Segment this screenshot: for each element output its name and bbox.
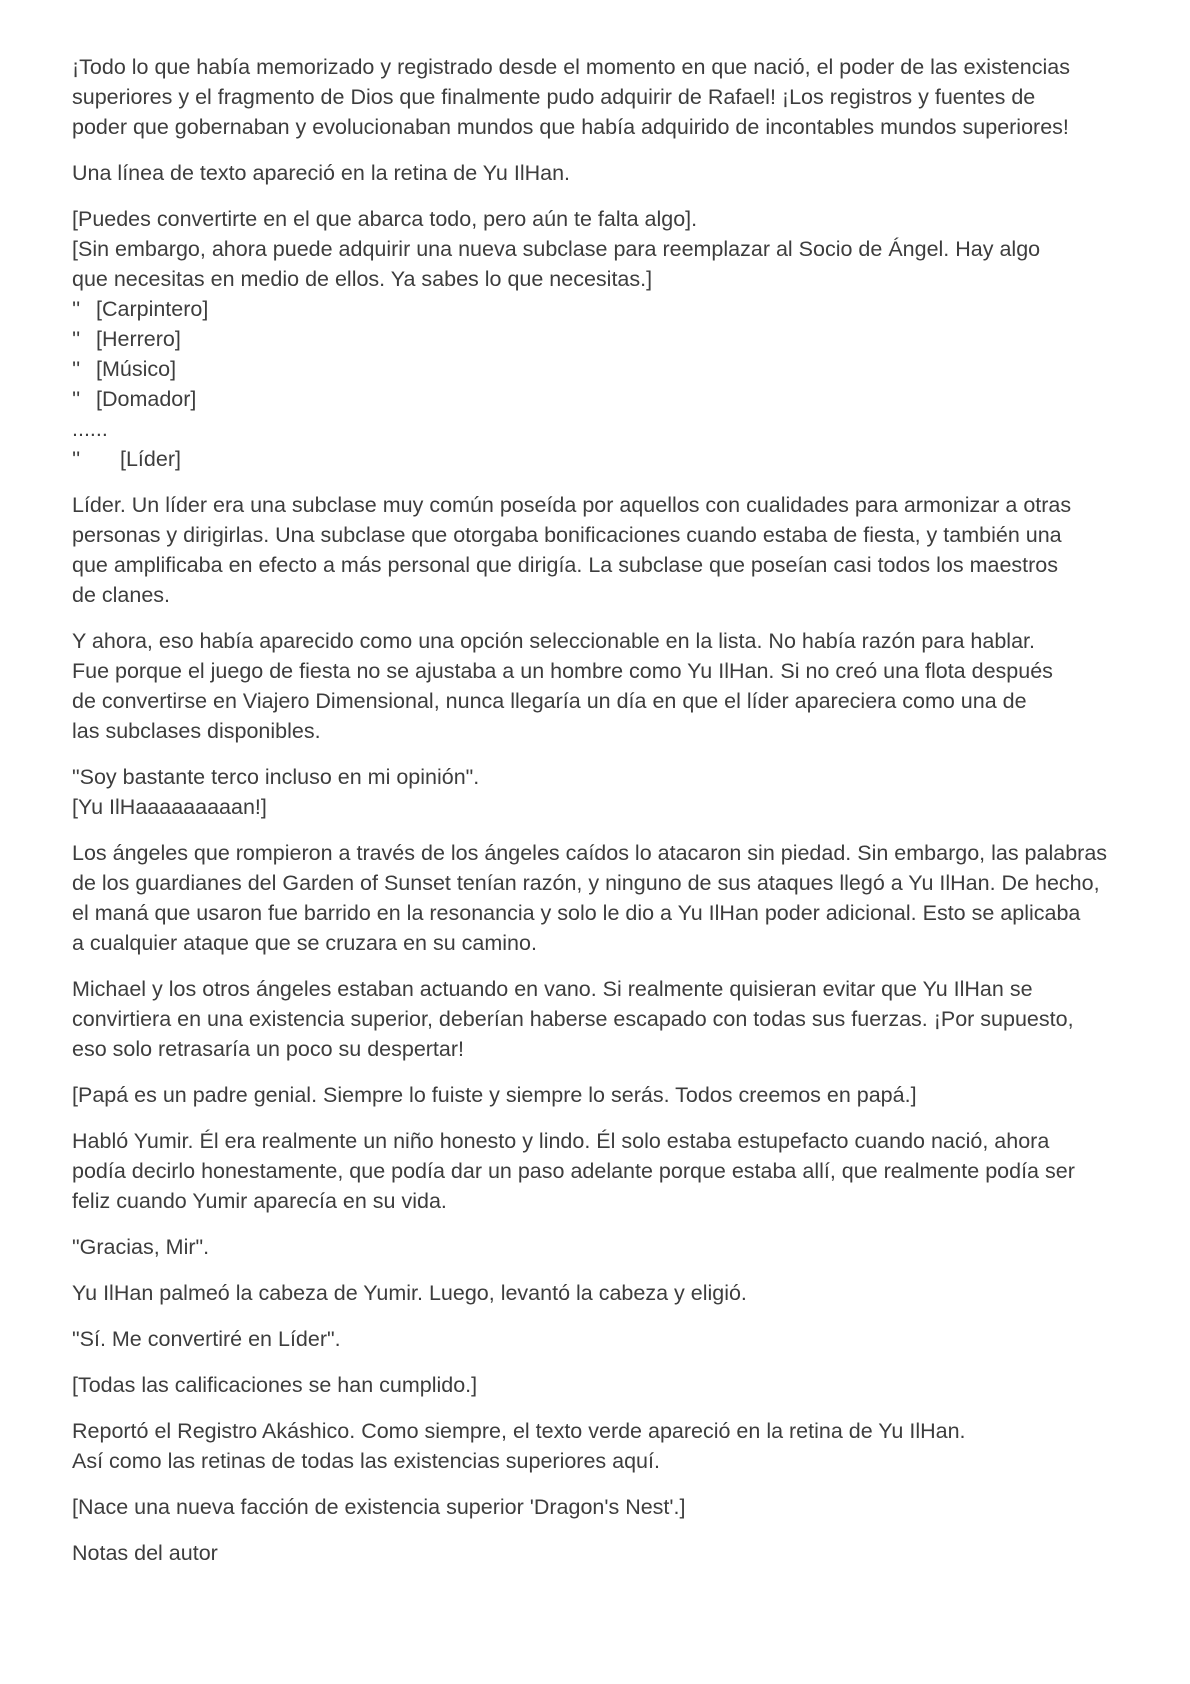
list-marker: ''	[72, 387, 81, 411]
paragraph-8	[72, 974, 1132, 1064]
paragraph-9	[72, 1080, 1132, 1110]
text-line: [Papá es un padre genial. Siempre lo fuiste y siempre lo serás. Todos creemos en papá.]	[72, 1083, 917, 1107]
text-line: a cualquier ataque que se cruzara en su camino.	[72, 931, 537, 955]
paragraph-7	[72, 838, 1132, 958]
text-line: [Nace una nueva facción de existencia superior 'Dragon's Nest'.]	[72, 1495, 686, 1519]
text-line: de los guardianes del Garden of Sunset tenían razón, y ninguno de sus ataques llegó a Yu IlHan. De hecho,	[72, 871, 1100, 895]
ellipsis-line: ......	[72, 417, 108, 441]
paragraph-6	[72, 762, 1132, 822]
text-line: Una línea de texto apareció en la retina de Yu IlHan.	[72, 161, 571, 185]
subclass-label: [Líder]	[120, 447, 181, 471]
paragraph-11	[72, 1232, 1132, 1262]
paragraph-14	[72, 1370, 1132, 1400]
subclass-option	[72, 384, 1132, 414]
paragraph-15	[72, 1416, 1132, 1476]
text-line: Reportó el Registro Akáshico. Como siempre, el texto verde apareció en la retina de Yu IlHan.	[72, 1419, 966, 1443]
text-line: [Puedes convertirte en el que abarca todo, pero aún te falta algo].	[72, 207, 698, 231]
text-line: de clanes.	[72, 583, 171, 607]
text-line: feliz cuando Yumir aparecía en su vida.	[72, 1189, 447, 1213]
subclass-option	[72, 444, 1132, 474]
text-line: Yu IlHan palmeó la cabeza de Yumir. Luego, levantó la cabeza y eligió.	[72, 1281, 747, 1305]
list-marker: ''	[72, 297, 81, 321]
text-line: "Sí. Me convertiré en Líder".	[72, 1327, 341, 1351]
text-line: [Sin embargo, ahora puede adquirir una nueva subclase para reemplazar al Socio de Ángel. Hay algo	[72, 237, 1041, 261]
text-line: Así como las retinas de todas las existencias superiores aquí.	[72, 1449, 660, 1473]
text-line: Habló Yumir. Él era realmente un niño honesto y lindo. Él solo estaba estupefacto cuando nació, ahora	[72, 1129, 1050, 1153]
text-line: [Todas las calificaciones se han cumplido.]	[72, 1373, 478, 1397]
text-line: ¡Todo lo que había memorizado y registrado desde el momento en que nació, el poder de las existencias	[72, 55, 1070, 79]
text-line: Michael y los otros ángeles estaban actuando en vano. Si realmente quisieran evitar que Yu IlHan se	[72, 977, 1033, 1001]
text-line: podía decirlo honestamente, que podía dar un paso adelante porque estaba allí, que realmente podía ser	[72, 1159, 1075, 1183]
text-line: poder que gobernaban y evolucionaban mundos que había adquirido de incontables mundos superiores!	[72, 115, 1069, 139]
paragraph-13	[72, 1324, 1132, 1354]
text-line: Fue porque el juego de fiesta no se ajustaba a un hombre como Yu IlHan. Si no creó una flota después	[72, 659, 1053, 683]
paragraph-2	[72, 158, 1132, 188]
text-line: Los ángeles que rompieron a través de los ángeles caídos lo atacaron sin piedad. Sin embargo, las palabras	[72, 841, 1108, 865]
text-line: de convertirse en Viajero Dimensional, nunca llegaría un día en que el líder apareciera como una de	[72, 689, 1027, 713]
author-notes-heading	[72, 1538, 1132, 1568]
paragraph-12	[72, 1278, 1132, 1308]
subclass-label: [Carpintero]	[96, 297, 209, 321]
paragraph-5	[72, 626, 1132, 746]
text-line: personas y dirigirlas. Una subclase que otorgaba bonificaciones cuando estaba de fiesta, y también una	[72, 523, 1062, 547]
subclass-label: [Herrero]	[96, 327, 181, 351]
text-line: Líder. Un líder era una subclase muy común poseída por aquellos con cualidades para armonizar a otras	[72, 493, 1072, 517]
subclass-option	[72, 294, 1132, 324]
text-line: "Gracias, Mir".	[72, 1235, 210, 1259]
text-line: el maná que usaron fue barrido en la resonancia y solo le dio a Yu IlHan poder adicional. Esto se aplicaba	[72, 901, 1081, 925]
text-line: superiores y el fragmento de Dios que finalmente pudo adquirir de Rafael! ¡Los registros y fuentes de	[72, 85, 1036, 109]
paragraph-10	[72, 1126, 1132, 1216]
subclass-option	[72, 354, 1132, 384]
system-message-block	[72, 204, 1132, 474]
text-line: que necesitas en medio de ellos. Ya sabes lo que necesitas.]	[72, 267, 653, 291]
paragraph-16	[72, 1492, 1132, 1522]
list-marker: ''	[72, 327, 81, 351]
paragraph-4	[72, 490, 1132, 610]
subclass-label: [Domador]	[96, 387, 197, 411]
text-line: convirtiera en una existencia superior, deberían haberse escapado con todas sus fuerzas. ¡Por supuesto,	[72, 1007, 1074, 1031]
text-line: [Yu IlHaaaaaaaaan!]	[72, 795, 267, 819]
list-marker: ''	[72, 447, 81, 471]
subclass-label: [Músico]	[96, 357, 177, 381]
subclass-option	[72, 324, 1132, 354]
text-line: Notas del autor	[72, 1541, 218, 1565]
paragraph-1	[72, 52, 1132, 142]
text-line: "Soy bastante terco incluso en mi opinión".	[72, 765, 480, 789]
text-line: Y ahora, eso había aparecido como una opción seleccionable en la lista. No había razón para hablar.	[72, 629, 1035, 653]
text-line: que amplificaba en efecto a más personal que dirigía. La subclase que poseían casi todos los maestros	[72, 553, 1059, 577]
text-line: eso solo retrasaría un poco su despertar!	[72, 1037, 464, 1061]
list-marker: ''	[72, 357, 81, 381]
document-page	[72, 52, 1132, 1584]
text-line: las subclases disponibles.	[72, 719, 321, 743]
